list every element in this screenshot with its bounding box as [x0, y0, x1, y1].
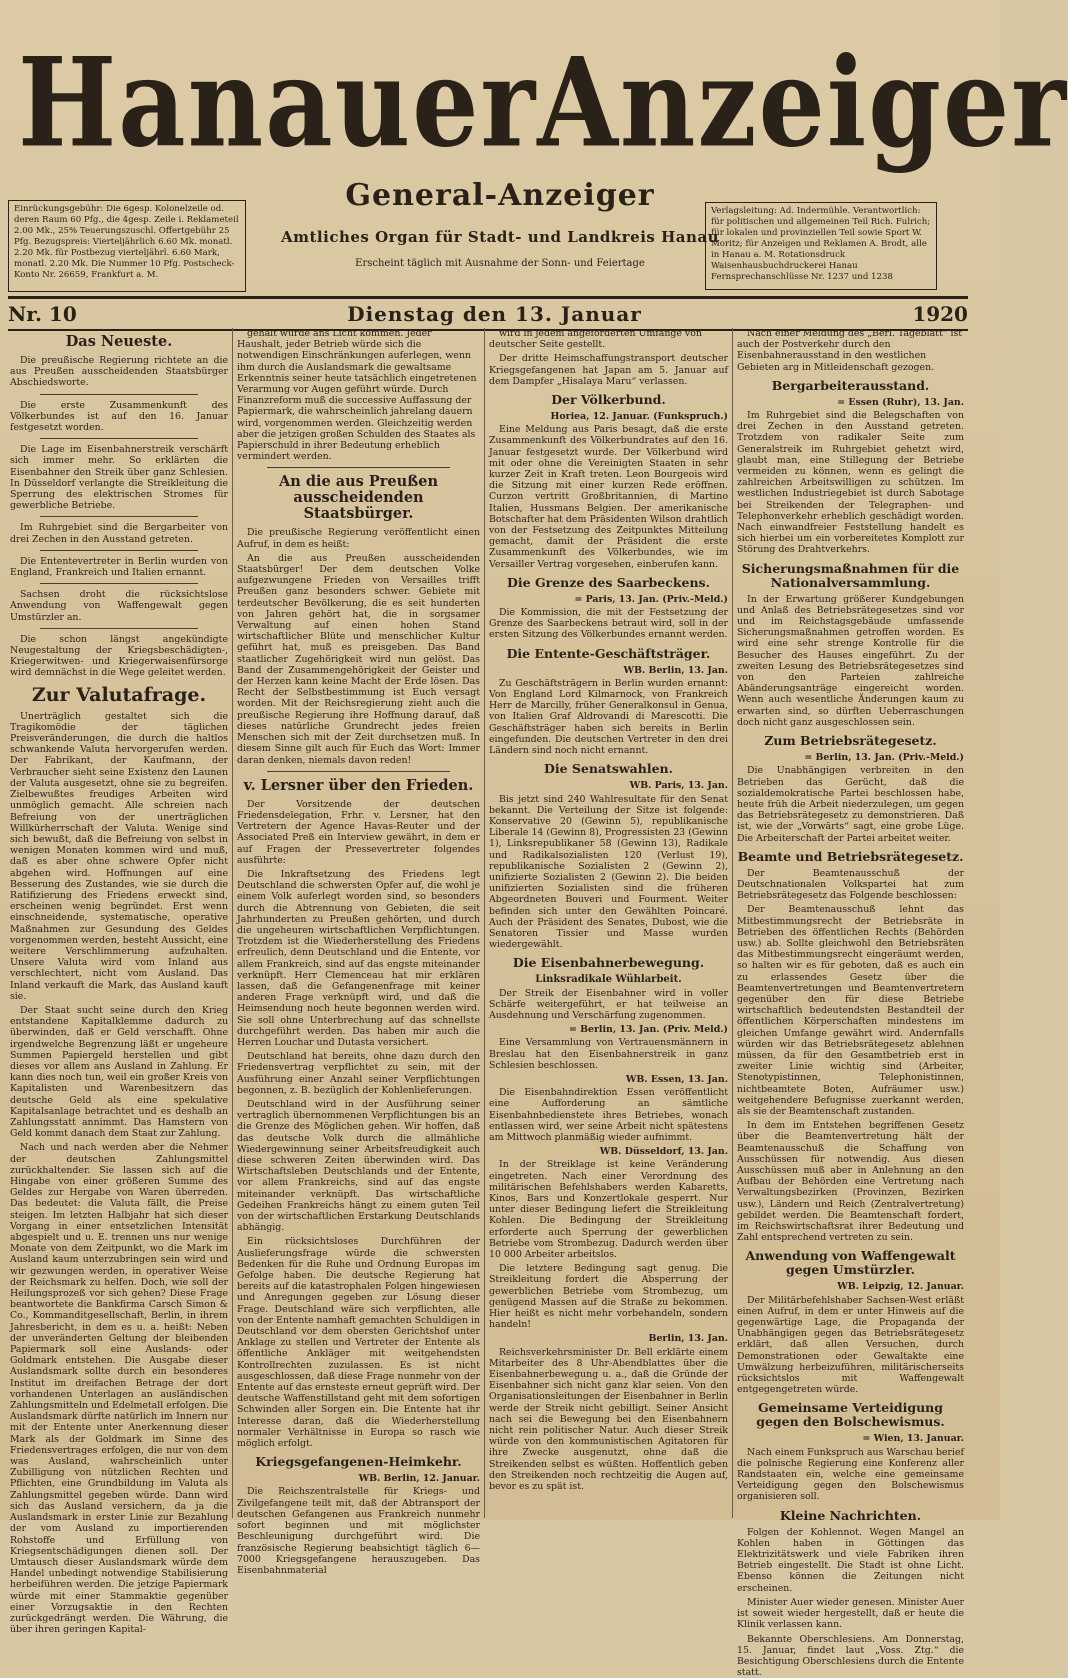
article-paragraph: Der Staat sucht seine durch den Krieg entstandene Kapitalklemme dadurch zu überwinden, daß er Geld verschafft. Ohne irgendwelche Begrenzung läßt er ungeheure Summen Papiergeld herstellen und gibt dieses vor allem ans Ausland in Zahlung. Er kann dies noch tun, weil ein großer Kreis von Kapitalisten und Warenbesitzern das deutsche Geld als eine spekulative Kapitalsanlage betrachtet und es deshalb an Zahlungsstatt annimmt. Das Hamstern von Geld kommt danach dem Staat zur Zahlung. [10, 1005, 228, 1139]
divider [40, 550, 198, 551]
dateline-essen: = Essen (Ruhr), 13. Jan. [737, 397, 964, 408]
headline-lersner: v. Lersner über den Frieden. [237, 778, 480, 794]
headline-entente-geschaeftstraeger: Die Entente-Geschäftsträger. [489, 647, 728, 661]
dateline-wien: = Wien, 13. Januar. [737, 1433, 964, 1444]
divider [40, 583, 198, 584]
divider [267, 467, 450, 468]
column-1 [6, 328, 232, 1518]
article-paragraph: Nach und nach werden aber die Nehmer der deutschen Zahlungsmittel zurückhaltender. Sie lassen sich auf die Hingabe von einer größeren Summe des Geldes zur Hergabe von Waren überreden. Das bedeutet: die Valuta fällt, die Preise steigen. Im letzten Halbjahr hat sich dieser Vorgang in einer entsetzlichen Intensität abgespielt und u. E. trennen uns nur wenige Monate von dem Zeitpunkt, wo die Mark im Ausland kaum unterzubringen sein wird und wir gezwungen werden, in operativer Weise der Reichsmark zu helfen. Doch, wie soll der Heilungsprozeß vor sich gehen? Diese Frage beantwortete die Bankfirma Carsch Simon & Co., Kommanditgesellschaft, Berlin, in ihrem Jahresbericht, in dem es u. a. heißt: Neben der unveränderten Geltung der bleibenden Papiermark soll eine Auslands- oder Goldmark entstehen. Die Ausgabe dieser Auslandsmark sollte durch ein besonderes Institut im dreifachen Betrage der dort vorhandenen Unterlagen an ausländischen Zahlungsmitteln und Edelmetall erfolgen. Die Auslandsmark dürfte natürlich im Innern nur mit der Entente unter Anerkennung dieser Mark als der Goldmark im Sinne des Friedensvertrages erfolgen, die nur von dem was Ausland, wahrscheinlich unter Zubilligung von nützlichen Rechten und Pflichten, eine Grundbildung im Valuta als Zahlungsmittel gegeben würde. Dann wird sich das Ausland versichern, da ja die Auslandsmark in erster Linie zur Bezahlung der vom Ausland zu importierenden Rohstoffe und Erfüllung von Kriegsentschädigungen dienen soll. Der Umtausch dieser Auslandsmark würde dem Handel unbedingt notwendige Stabilisierung herbeiführen werden. Die jetzige Papiermark würde mit einer Stammaktie gegenüber einer Vorzugsaktie in den Rechten zurückgedrängt werden. Die Währung, die über ihren geringen Kapital- [10, 1142, 228, 1635]
article-paragraph: Der dritte Heimschaffungstransport deutscher Kriegsgefangenen hat Japan am 5. Januar auf dem Dampfer „Hisalaya Maru“ verlassen. [489, 353, 728, 387]
article-paragraph: Bis jetzt sind 240 Wahlresultate für den Senat bekannt. Die Verteilung der Sitze ist folgende: Konservative 20 (Gewinn 5), republikanische Liberale 14 (Gewinn 8), Progressisten 23 (Gewinn 1), Linksrepublikaner 58 (Gewinn 13), Radikale und Radikalsozialisten 120 (Verlust 19), republikanische Sozialisten 2 (Gewinn 2), unifizierte Sozialisten 2 (Gewinn 2). Die beiden unifizierten Sozialisten sind die früheren Abgeordneten Bouveri und Fourment. Weiter befinden sich unter den Gewählten Poincaré. Auch der Präsident des Senates, Dubost, wie die Senatoren Tissier und Masse wurden wiedergewählt. [489, 794, 728, 951]
headline-staatsbuerger: An die aus Preußen ausscheidenden Staatsbürger. [237, 474, 480, 522]
issue-date: Dienstag den 13. Januar [347, 302, 642, 326]
headline-kleine-nachrichten: Kleine Nachrichten. [737, 1509, 964, 1523]
issue-year: 1920 [912, 302, 968, 326]
divider [267, 771, 450, 772]
masthead-subtitle: General-Anzeiger [0, 178, 1000, 213]
dateline-duesseldorf: WB. Düsseldorf, 13. Jan. [489, 1146, 728, 1157]
article-columns [6, 328, 968, 1518]
pricing-box: Einrückungsgebühr: Die 6gesp. Kolonelzeile od. deren Raum 60 Pfg., die 4gesp. Zeile i. Reklameteil 2.00 Mk., 25% Teuerungszuschl. Offertgebühr 25 Pfg. Bezugspreis: Vierteljährlich 6.60 Mk. monatl. 2.20 Mk. für Postbezug vierteljährl. 6.60 Mark, monatl. 2.20 Mk. Die Nummer 10 Pfg. Postscheck-Konto Nr. 26659, Frankfurt a. M. [8, 200, 246, 292]
news-item: Die schon längst angekündigte Neugestaltung der Kriegsbeschädigten-, Kriegerwitwen- und Kriegerwaisenfürsorge wird demnächst in die Wege geleitet werden. [10, 634, 228, 679]
article-paragraph: Die Eisenbahndirektion Essen veröffentlicht eine Aufforderung an sämtliche Eisenbahnbedienstete ihres Betriebes, wonach entlassen wird, wer seine Arbeit nicht spätestens am Mittwoch planmäßig wieder aufnimmt. [489, 1087, 728, 1143]
dateline-paris: = Paris, 13. Jan. (Priv.-Meld.) [489, 594, 728, 605]
headline-eisenbahnerbewegung: Die Eisenbahnerbewegung. [489, 956, 728, 970]
article-paragraph: Reichsverkehrsminister Dr. Bell erklärte einem Mitarbeiter des 8 Uhr-Abendblattes über die Eisenbahnerbewegung u. a., daß die Gründe der Eisenbahner sich nicht ganz klar seien. Von den Organisationsleitungen der Eisenbahner in Berlin werde der Streik nicht gebilligt. Seiner Ansicht nach sei die Bewegung bei den Eisenbahnern nicht rein politischer Natur. Auch dieser Streik würde von den kommunistischen Agitatoren für ihre Zwecke ausgenutzt, ohne daß die Streikenden selbst es wüßten. Hoffentlich geben den Streikenden noch rechtzeitig die Augen auf, bevor es zu spät ist. [489, 1347, 728, 1493]
article-paragraph: In dem im Entstehen begriffenen Gesetz über die Beamtenvertretung hält der Beamtenausschuß die Schaffung von Ausschüssen für notwendig. Aus diesen Ausschüssen muß aber in Anlehnung an den Aufbau der Behörden eine Vertretung nach Verwaltungsbezirken (Provinzen, Bezirken usw.), Ländern und Reich (Zentralvertretung) gebildet werden. Die Beamtenschaft fordert, im Reichswirtschaftsrat ihrer Bedeutung und Zahl entsprechend vertreten zu sein. [737, 1120, 964, 1243]
article-paragraph: Die letztere Bedingung sagt genug. Die Streikleitung fordert die Absperrung der gewerblichen Betriebe vom Strombezug, um genügend Massen auf die Straße zu bekommen. Hier heißt es nicht mehr vorbehandeln, sondern handeln! [489, 1263, 728, 1330]
article-paragraph: Der Vorsitzende der deutschen Friedensdelegation, Frhr. v. Lersner, hat den Vertretern der Agence Havas-Reuter und der Associated Preß ein Interview gewährt, in dem er auf Fragen der Pressevertreter folgendes ausführte: [237, 799, 480, 866]
dateline-berlin: WB. Berlin, 13. Jan. [489, 665, 728, 676]
dateline-leipzig: WB. Leipzig, 12. Januar. [737, 1281, 964, 1292]
dateline-berlin: Berlin, 13. Jan. [489, 1333, 728, 1344]
dateline-paris: WB. Paris, 13. Jan. [489, 780, 728, 791]
headline-das-neueste: Das Neueste. [10, 334, 228, 350]
article-paragraph: Die Reichszentralstelle für Kriegs- und Zivilgefangene teilt mit, daß der Abtransport der deutschen Gefangenen aus Frankreich nunmehr sofort beginnen und mit möglichster Beschleunigung durchgeführt wird. Die französische Regierung beabsichtigt täglich 6—7000 Kriegsgefangene herauszugeben. Das Eisenbahnmaterial [237, 1486, 480, 1576]
headline-bergarbeiterausstand: Bergarbeiterausstand. [737, 379, 964, 393]
headline-bolschewismus: Gemeinsame Verteidigung gegen den Bolschewismus. [737, 1401, 964, 1429]
article-paragraph: Der Beamtenausschuß lehnt das Mitbestimmungsrecht der Betriebsräte in Betrieben des öffentlichen Rechts (Behörden usw.) ab. Sollte gleichwohl den Betriebsräten das Mitbestimmungsrecht eingeräumt werden, so halten wir es für geboten, daß es auch ein zu erlassendes Gesetz über die Beamtenvertretungen und Beamtenvertretern gegenüber den für diese Betriebe wirtschaftlich bedeutendsten Bestandteil der öffentlichen Körperschaften mindestens im gleichen Umfange gewährt wird. Andernfalls würden wir das Betriebsrätegesetz ablehnen müssen, da für den Gesamtbetrieb erst in zweiter Linie wichtig sind (Arbeiter, Stenotypistinnen, Telephonistinnen, nichtbeamtete Boten, Aufräumer usw.) weitgehendere Befugnisse zuerkannt werden, als sie der Beamtenschaft zustanden. [737, 904, 964, 1117]
article-paragraph: Minister Auer wieder genesen. Minister Auer ist soweit wieder hergestellt, daß er heute die Klinik verlassen kann. [737, 1597, 964, 1631]
headline-senatswahlen: Die Senatswahlen. [489, 762, 728, 776]
headline-kriegsgefangenen: Kriegsgefangenen-Heimkehr. [237, 1455, 480, 1469]
masthead-title-left: Hanauer [18, 42, 537, 165]
divider [40, 438, 198, 439]
headline-valutafrage: Zur Valutafrage. [10, 685, 228, 706]
divider [40, 394, 198, 395]
headline-voelkerbund: Der Völkerbund. [489, 393, 728, 407]
headline-sicherungsmassnahmen: Sicherungsmaßnahmen für die Nationalversammlung. [737, 562, 964, 590]
article-paragraph: wird in jedem angeforderten Umfange von deutscher Seite gestellt. [489, 328, 728, 350]
column-4 [732, 328, 968, 1518]
article-paragraph: Die Unabhängigen verbreiten in den Betrieben das Gerücht, daß die sozialdemokratische Partei beschlossen habe, heute früh die Arbeit niederzulegen, um gegen das Betriebsrätegesetz zu demonstrieren. Daß ist, wie der „Vorwärts“ sagt, eine grobe Lüge. Die Arbeiterschaft der Partei arbeitet weiter. [737, 765, 964, 843]
article-paragraph: Nach einem Funkspruch aus Warschau berief die polnische Regierung eine Konferenz aller Randstaaten ein, welche eine gemeinsame Verteidigung gegen den Bolschewismus organisieren soll. [737, 1447, 964, 1503]
column-2 [232, 328, 484, 1518]
dateline [8, 296, 968, 331]
article-paragraph: Deutschland wird in der Ausführung seiner vertraglich übernommenen Verpflichtungen bis an die Grenze des Möglichen gehen. Wir hoffen, daß das deutsche Volk durch die allmähliche Wiedergewinnung seiner Arbeitsfreudigkeit auch diese schweren Zeiten überwinden wird. Das Wirtschaftsleben Deutschlands und der Entente, vor allem Frankreichs, sind auf das engste miteinander verknüpft. Das wirtschaftliche Gedeihen Frankreichs hängt zu einem guten Teil von der wirtschaftlichen Erstarkung Deutschlands abhängig. [237, 1099, 480, 1233]
column-3 [484, 328, 732, 1518]
article-paragraph: Eine Meldung aus Paris besagt, daß die erste Zusammenkunft des Völkerbundrates auf den 16. Januar festgesetzt wurde. Der Völkerbund wird mit oder ohne die Vereinigten Staaten in sehr kurzer Zeit in Kraft treten. Leon Bourgeois wird die Sitzung mit einer kurzen Rede eröffnen. Curzon vertritt Großbritannien, di Martino Italien, Hussmans Belgien. Der amerikanische Botschafter hat dem Präsidenten Wilson drahtlich von der Festsetzung des Zeitpunktes Mitteilung gemacht, damit der Präsident die erste Zusammenkunft des Völkerbundes, wie im Versailler Vertrag vorgesehen, einberufen kann. [489, 424, 728, 570]
dateline-berlin: WB. Berlin, 12. Januar. [237, 1473, 480, 1484]
headline-waffengewalt: Anwendung von Waffengewalt gegen Umstürzler. [737, 1249, 964, 1277]
masthead-frequency: Erscheint täglich mit Ausnahme der Sonn- und Feiertage [0, 258, 1000, 269]
article-paragraph: Eine Versammlung von Vertrauensmännern in Breslau hat den Eisenbahnerstreik in ganz Schlesien beschlossen. [489, 1037, 728, 1071]
news-item: Die Lage im Eisenbahnerstreik verschärft sich immer mehr. So erklärten die Eisenbahner den Streik über ganz Schlesien. In Düsseldorf verlangte die Streikleitung die Sperrung des elektrischen Stromes für gewerbliche Betriebe. [10, 444, 228, 511]
article-paragraph: Die preußische Regierung veröffentlicht einen Aufruf, in dem es heißt: [237, 527, 480, 549]
issue-number: Nr. 10 [8, 302, 77, 326]
article-paragraph: Der Beamtenausschuß der Deutschnationalen Volkspartei hat zum Betriebsrätegesetz das Folgende beschlossen: [737, 868, 964, 902]
article-paragraph: An die aus Preußen ausscheidenden Staatsbürger! Der dem deutschen Volke aufgezwungene Frieden von Versailles trifft Preußen ganz besonders schwer. Gebiete mit terdeutscher Bevölkerung, die es seit hunderten von Jahren gehört hat, die in sorgsamer Verwaltung auf einen hohen Stand wirtschaftlicher Blüte und menschlicher Kultur geführt hat, muß es preisgeben. Das Band staatlicher Zugehörigkeit wird nun gelöst. Das Band der Zusammengehörigkeit der Geister und der Herzen kann keine Macht der Erde lösen. Das Recht der Selbstbestimmung ist Euch versagt worden. Mit der Reichsregierung zieht auch die preußische Regierung ihre Hoffnung darauf, daß dieses natürliche Grundrecht jedes freien Menschen sich mit der Zeit durchsetzen muß. In diesem Sinne gilt auch für Euch das Wort: Immer daran denken, niemals davon reden! [237, 553, 480, 766]
dateline-essen: WB. Essen, 13. Jan. [489, 1074, 728, 1085]
article-paragraph: Die Inkraftsetzung des Friedens legt Deutschland die schwersten Opfer auf, die wohl je einem Volk auferlegt worden sind, so besonders durch die Abtrennung von Gebieten, die seit Jahrhunderten zu Preußen gehörten, und durch die ungeheuren wirtschaftlichen Verpflichtungen. Trotzdem ist die Wiederherstellung des Friedens erfreulich, denn Deutschland und die Entente, vor allem Frankreich, sind auf das engste miteinander verknüpft. Herr Clemenceau hat mir erklären lassen, daß die Gefangenenfrage mit keiner anderen Frage verknüpft wird, und daß die Heimsendung noch heute begonnen werden wird. Sie soll ohne Unterbrechung auf das schnellste durchgeführt werden. Das haben mir auch die Herren Louchar und Dutasta versichert. [237, 869, 480, 1048]
subheadline-wuehlarbeit: Linksradikale Wühlarbeit. [489, 974, 728, 985]
article-paragraph: Zu Geschäftsträgern in Berlin wurden ernannt: Von England Lord Kilmarnock, von Frankreich Herr de Marcilly, früher Generalkonsul in Genua, von Italien Graf Aldrovandi di Marescotti. Die Geschäftsträger haben sich bereits in Berlin eingefunden. Die deutschen Vertreter in den drei Ländern sind noch nicht ernannt. [489, 678, 728, 756]
article-paragraph: Unerträglich gestaltet sich die Tragikomödie der täglichen Preisveränderungen, die durch die haltlos schwankende Valuta hervorgerufen werden. Der Fabrikant, der Kaufmann, der Verbraucher sieht seine Existenz den Launen der Valuta ausgesetzt, ohne sie zu begreifen. Zielbewußtes freudiges Arbeiten wird unmöglich gemacht. Alle schreien nach Befreiung von der unerträglichen Willkürherrschaft der Valuta. Wenige sind sich bewußt, daß die Befreiung von selbst in wenigen Monaten kommen wird und muß, daß es aber ohne schwere Opfer nicht abgehen wird. Hoffnungen auf eine Besserung des Zustandes, wie sie durch die Ratifizierung des Friedens erweckt sind, erscheinen wenig begründet. Erst wenn einschneidende, systematische, operative Maßnahmen zur Gesundung des Geldes vorgenommen werden, besteht Aussicht, eine weitere Verschlimmerung aufzuhalten. Unsere Valuta wird vom Inland aus verschlechtert, nicht vom Ausland. Das Inland verkauft die Mark, das Ausland kauft sie. [10, 711, 228, 1002]
masthead-organ: Amtliches Organ für Stadt- und Landkreis Hanau [0, 228, 1000, 246]
divider [40, 628, 198, 629]
news-item: Die preußische Regierung richtete an die aus Preußen ausscheidenden Staatsbürger Abschiedsworte. [10, 355, 228, 389]
article-paragraph: Im Ruhrgebiet sind die Belegschaften von drei Zechen in den Ausstand getreten. Trotzdem von radikaler Seite zum Generalstreik im Ruhrgebiet gehetzt wird, glaubt man, eine Stillegung der Betriebe vermeiden zu können, wenn es gelingt die zahlreichen Arbeitswilligen zu schützen. Im westlichen Industriegebiet ist durch Sabotage bei Streikenden der Telegraphen- und Telephonverkehr erheblich geschädigt worden. Nach einwandfreier Feststellung handelt es sich hierbei um ein vorbereitetes Komplott zur Störung des Drahtverkehrs. [737, 410, 964, 556]
publisher-box: Verlagsleitung: Ad. Indermühle. Verantwortlich: für politischen und allgemeinen Teil Rich. Fulrich; für lokalen und provinziellen Teil sowie Sport W. Moritz; für Anzeigen und Reklamen A. Brodt, alle in Hanau a. M. Rotationsdruck Waisenhausbuchdruckerei Hanau Fernsprechanschlüsse Nr. 1237 und 1238 [705, 202, 937, 290]
article-paragraph: Nach einer Meldung des „Berl. Tageblatt“ ist auch der Postverkehr durch den Eisenbahnerausstand in den westlichen Gebieten arg in Mitleidenschaft gezogen. [737, 328, 964, 373]
dateline-horiea: Horiea, 12. Januar. (Funkspruch.) [489, 411, 728, 422]
news-item: Die Ententevertreter in Berlin wurden von England, Frankreich und Italien ernannt. [10, 556, 228, 578]
article-paragraph: Die Kommission, die mit der Festsetzung der Grenze des Saarbeckens betraut wird, soll in der ersten Sitzung des Völkerbundes ernannt werden. [489, 607, 728, 641]
article-paragraph: In der Streiklage ist keine Veränderung eingetreten. Nach einer Verordnung des militärischen Befehlshabers werden Kabaretts, Kinos, Bars und Konzertlokale gesperrt. Nur unter dieser Bedingung liefert die Streikleitung Kohlen. Die Bedingung der Streikleitung erforderte auch Sperrung der gewerblichen Betriebe vom Strombezug. Dadurch werden über 10 000 Arbeiter arbeitslos. [489, 1159, 728, 1260]
article-paragraph: Bekannte Oberschlesiens. Am Donnerstag, 15. Januar, findet laut „Voss. Ztg.“ die Besichtigung Oberschlesiens durch die Entente statt. [737, 1634, 964, 1678]
article-paragraph: Der Militärbefehlshaber Sachsen-West erläßt einen Aufruf, in dem er unter Hinweis auf die gegenwärtige Lage, die Propaganda der Unabhängigen gegen das Betriebsrätegesetz erklärt, daß allen Versuchen, durch Demonstrationen oder Gewaltakte eine Umwälzung herbeizuführen, militärischerseits rücksichtslos mit Waffengewalt entgegengetreten würde. [737, 1295, 964, 1396]
news-item: Sachsen droht die rücksichtslose Anwendung von Waffengewalt gegen Umstürzler an. [10, 589, 228, 623]
masthead [0, 0, 1000, 290]
article-paragraph: Deutschland hat bereits, ohne dazu durch den Friedensvertrag verpflichtet zu sein, mit der Ausführung einer Anzahl seiner Verpflichtungen begonnen, z. B. bezüglich der Kohlenlieferungen. [237, 1051, 480, 1096]
article-paragraph: gehalt würde ans Licht kommen. Jeder Haushalt, jeder Betrieb würde sich die notwendigen Einschränkungen auferlegen, wenn ihm durch die Auslandsmark die gewaltsame Erkenntnis seiner heute tatsächlich eingetretenen Verarmung vor Augen geführt würde. Durch Finanzreform muß die successive Auffassung der Papiermark, die wahrscheinlich jahrelang dauern wird, vorgenommen werden. Gleichzeitig werden aber die jetzigen großen Schulden des Staates als Papierschuld in ihrer Bedeutung erheblich vermindert werden. [237, 328, 480, 462]
dateline-berlin: = Berlin, 13. Jan. (Priv. Meld.) [489, 1024, 728, 1035]
divider [40, 516, 198, 517]
article-paragraph: Der Streik der Eisenbahner wird in voller Schärfe weitergeführt, er hat teilweise an Ausdehnung und Verschärfung zugenommen. [489, 988, 728, 1022]
headline-saarbecken: Die Grenze des Saarbeckens. [489, 576, 728, 590]
dateline-berlin: = Berlin, 13. Jan. (Priv.-Meld.) [737, 752, 964, 763]
headline-beamte: Beamte und Betriebsrätegesetz. [737, 850, 964, 864]
news-item: Die erste Zusammenkunft des Völkerbundes ist auf den 16. Januar festgesetzt worden. [10, 400, 228, 434]
article-paragraph: In der Erwartung größerer Kundgebungen und Anlaß des Betriebsrätegesetzes sind vor und im Reichstagsgebäude umfassende Sicherungsmaßnahmen getroffen worden. Es wird eine sehr strenge Kontrolle für die Besucher des Hauses eingeführt. Zu der zweiten Lesung des Betriebsrätegesetzes sind von den Parteien zahlreiche Abänderungsanträge eingereicht worden. Wenn auch wesentliche Änderungen kaum zu erwarten sind, so dürften Ueberraschungen doch nicht ganz ausgeschlossen sein. [737, 594, 964, 728]
article-paragraph: Ein rücksichtsloses Durchführen der Auslieferungsfrage würde die schwersten Bedenken für die Ruhe und Ordnung Europas im Gefolge haben. Die deutsche Regierung hat bereits auf die katastrophalen Folgen hingewiesen und Anregungen gegeben zur Lösung dieser Frage. Deutschland wäre sich verpflichten, alle von der Entente namhaft gemachten Schuldigen in Deutschland vor dem obersten Gerichtshof unter Anklage zu stellen und Vertreter der Entente als öffentliche Ankläger mit weitgehendsten Kontrollrechten zuzulassen. Es ist nicht ausgeschlossen, daß diese Frage nunmehr von der Entente auf das ernsteste erneut geprüft wird. Der deutsche Waffenstillstand geht mit dem sofortigen Schwinden aller Sorgen ein. Die Entente hat ihr Interesse daran, daß die Wiederherstellung normaler Verhältnisse in Europa so rasch wie möglich erfolgt. [237, 1236, 480, 1449]
masthead-title-right: Anzeiger [537, 42, 1068, 165]
article-paragraph: Folgen der Kohlennot. Wegen Mangel an Kohlen haben in Göttingen das Elektrizitätswerk und viele Fabriken ihren Betrieb eingestellt. Die Stadt ist ohne Licht. Ebenso können die Zeitungen nicht erscheinen. [737, 1527, 964, 1594]
news-item: Im Ruhrgebiet sind die Bergarbeiter von drei Zechen in den Ausstand getreten. [10, 522, 228, 544]
headline-betriebsraetegesetz: Zum Betriebsrätegesetz. [737, 734, 964, 748]
